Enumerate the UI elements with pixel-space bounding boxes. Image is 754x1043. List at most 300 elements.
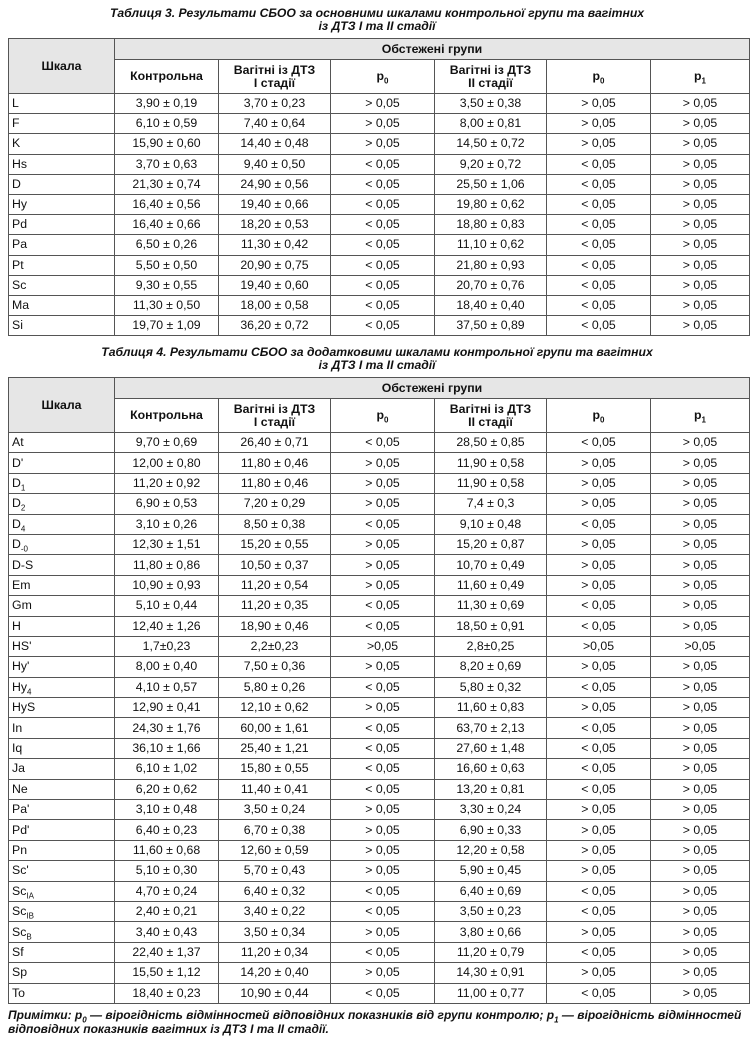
- table-row: [9, 174, 750, 194]
- preg2-value: 5,80 ± 0,32: [435, 677, 547, 697]
- p1-value: > 0,05: [651, 901, 750, 921]
- p1-value: > 0,05: [651, 881, 750, 901]
- scale-name: Hs: [9, 154, 115, 174]
- preg2-value: 3,30 ± 0,24: [435, 800, 547, 820]
- p1-value: > 0,05: [651, 494, 750, 514]
- control-value: 24,30 ± 1,76: [115, 718, 219, 738]
- scale-name: $Hy_4$: [9, 677, 115, 697]
- p0-value: < 0,05: [331, 942, 435, 962]
- table-row: [9, 295, 750, 315]
- table-row: [9, 677, 750, 697]
- header-control: Контрольна: [115, 399, 219, 433]
- scale-name: D': [9, 453, 115, 473]
- p0-value: < 0,05: [331, 596, 435, 616]
- p1-value: > 0,05: [651, 174, 750, 194]
- p0b-value: < 0,05: [547, 194, 651, 214]
- scale-name: $D_{-0}$: [9, 534, 115, 554]
- p0-value: < 0,05: [331, 514, 435, 534]
- table-row: [9, 94, 750, 114]
- preg2-value: 6,90 ± 0,33: [435, 820, 547, 840]
- preg2-value: 3,80 ± 0,66: [435, 922, 547, 942]
- header-p0: $p_0$: [331, 399, 435, 433]
- p0b-value: > 0,05: [547, 494, 651, 514]
- preg1-value: 14,40 ± 0,48: [219, 134, 331, 154]
- p1-value: > 0,05: [651, 861, 750, 881]
- control-value: 1,7±0,23: [115, 636, 219, 656]
- preg1-value: 3,40 ± 0,22: [219, 901, 331, 921]
- preg1-value: 18,20 ± 0,53: [219, 215, 331, 235]
- p1-value: > 0,05: [651, 154, 750, 174]
- p0b-value: < 0,05: [547, 316, 651, 336]
- p0b-value: < 0,05: [547, 433, 651, 453]
- table-row: [9, 596, 750, 616]
- scale-name: Iq: [9, 738, 115, 758]
- table-row: [9, 154, 750, 174]
- header-p1: $p_1$: [651, 399, 750, 433]
- p0b-value: > 0,05: [547, 555, 651, 575]
- preg2-value: 63,70 ± 2,13: [435, 718, 547, 738]
- control-value: 5,50 ± 0,50: [115, 255, 219, 275]
- p1-value: > 0,05: [651, 534, 750, 554]
- preg2-value: 11,90 ± 0,58: [435, 453, 547, 473]
- scale-name: Pd: [9, 215, 115, 235]
- scale-name: L: [9, 94, 115, 114]
- p0-value: < 0,05: [331, 759, 435, 779]
- p0-value: < 0,05: [331, 901, 435, 921]
- preg1-value: 2,2±0,23: [219, 636, 331, 656]
- control-value: 11,30 ± 0,50: [115, 295, 219, 315]
- preg1-value: 36,20 ± 0,72: [219, 316, 331, 336]
- scale-name: Hy': [9, 657, 115, 677]
- p0b-value: > 0,05: [547, 840, 651, 860]
- preg2-value: 15,20 ± 0,87: [435, 534, 547, 554]
- header-p0: $p_0$: [331, 60, 435, 94]
- p0-value: < 0,05: [331, 616, 435, 636]
- preg1-value: 60,00 ± 1,61: [219, 718, 331, 738]
- preg1-value: 14,20 ± 0,40: [219, 963, 331, 983]
- scale-name: D: [9, 174, 115, 194]
- table-row: [9, 698, 750, 718]
- p1-value: > 0,05: [651, 235, 750, 255]
- table3: [8, 38, 750, 336]
- p1-value: > 0,05: [651, 255, 750, 275]
- control-value: 6,10 ± 0,59: [115, 114, 219, 134]
- control-value: 3,10 ± 0,26: [115, 514, 219, 534]
- p1-value: > 0,05: [651, 453, 750, 473]
- preg1-value: 7,20 ± 0,29: [219, 494, 331, 514]
- control-value: 3,90 ± 0,19: [115, 94, 219, 114]
- control-value: 19,70 ± 1,09: [115, 316, 219, 336]
- control-value: 6,90 ± 0,53: [115, 494, 219, 514]
- p0b-value: < 0,05: [547, 255, 651, 275]
- control-value: 3,70 ± 0,63: [115, 154, 219, 174]
- preg1-value: 6,40 ± 0,32: [219, 881, 331, 901]
- p0b-value: < 0,05: [547, 759, 651, 779]
- p0-value: < 0,05: [331, 718, 435, 738]
- p0-value: > 0,05: [331, 861, 435, 881]
- p0-value: > 0,05: [331, 473, 435, 493]
- scale-name: K: [9, 134, 115, 154]
- table-row: [9, 316, 750, 336]
- p0-value: > 0,05: [331, 453, 435, 473]
- table-row: [9, 215, 750, 235]
- p0-value: > 0,05: [331, 534, 435, 554]
- scale-name: Pd': [9, 820, 115, 840]
- scale-name: $D_1$: [9, 473, 115, 493]
- control-value: 5,10 ± 0,44: [115, 596, 219, 616]
- p0-value: > 0,05: [331, 657, 435, 677]
- control-value: 15,90 ± 0,60: [115, 134, 219, 154]
- p0b-value: > 0,05: [547, 575, 651, 595]
- table-row: [9, 820, 750, 840]
- scale-name: In: [9, 718, 115, 738]
- scale-name: Pa: [9, 235, 115, 255]
- scale-name: Sf: [9, 942, 115, 962]
- preg2-value: 20,70 ± 0,76: [435, 275, 547, 295]
- table-row: [9, 433, 750, 453]
- control-value: 8,00 ± 0,40: [115, 657, 219, 677]
- p1-value: > 0,05: [651, 215, 750, 235]
- table-row: [9, 134, 750, 154]
- preg2-value: 14,50 ± 0,72: [435, 134, 547, 154]
- p0-value: < 0,05: [331, 235, 435, 255]
- p0b-value: < 0,05: [547, 295, 651, 315]
- table-row: [9, 901, 750, 921]
- p0-value: > 0,05: [331, 698, 435, 718]
- p0b-value: < 0,05: [547, 514, 651, 534]
- preg1-value: 15,20 ± 0,55: [219, 534, 331, 554]
- control-value: 3,10 ± 0,48: [115, 800, 219, 820]
- p0-value: < 0,05: [331, 194, 435, 214]
- preg1-value: 19,40 ± 0,60: [219, 275, 331, 295]
- preg1-value: 10,50 ± 0,37: [219, 555, 331, 575]
- header-p0b: $p_0$: [547, 60, 651, 94]
- preg2-value: 19,80 ± 0,62: [435, 194, 547, 214]
- p0b-value: > 0,05: [547, 698, 651, 718]
- scale-name: H: [9, 616, 115, 636]
- scale-name: Ne: [9, 779, 115, 799]
- control-value: 6,50 ± 0,26: [115, 235, 219, 255]
- table-row: [9, 555, 750, 575]
- p0b-value: > 0,05: [547, 963, 651, 983]
- p1-value: > 0,05: [651, 800, 750, 820]
- preg1-value: 19,40 ± 0,66: [219, 194, 331, 214]
- preg1-value: 3,50 ± 0,24: [219, 800, 331, 820]
- table-row: [9, 718, 750, 738]
- p1-value: > 0,05: [651, 433, 750, 453]
- preg2-value: 9,20 ± 0,72: [435, 154, 547, 174]
- preg2-value: 25,50 ± 1,06: [435, 174, 547, 194]
- p0-value: < 0,05: [331, 738, 435, 758]
- p1-value: >0,05: [651, 636, 750, 656]
- header-preg1: Вагітні із ДТЗ I стадії: [219, 60, 331, 94]
- preg1-value: 15,80 ± 0,55: [219, 759, 331, 779]
- p0-value: < 0,05: [331, 255, 435, 275]
- p0-value: > 0,05: [331, 922, 435, 942]
- p0-value: > 0,05: [331, 494, 435, 514]
- header-groups: Обстежені групи: [115, 378, 750, 399]
- control-value: 21,30 ± 0,74: [115, 174, 219, 194]
- p0b-value: > 0,05: [547, 94, 651, 114]
- scale-name: Pt: [9, 255, 115, 275]
- p0-value: < 0,05: [331, 779, 435, 799]
- control-value: 18,40 ± 0,23: [115, 983, 219, 1003]
- table-row: [9, 922, 750, 942]
- scale-name: Pa': [9, 800, 115, 820]
- p0-value: >0,05: [331, 636, 435, 656]
- table-row: [9, 255, 750, 275]
- p1-value: > 0,05: [651, 473, 750, 493]
- p0b-value: < 0,05: [547, 677, 651, 697]
- p0-value: > 0,05: [331, 575, 435, 595]
- scale-name: At: [9, 433, 115, 453]
- control-value: 10,90 ± 0,93: [115, 575, 219, 595]
- preg2-value: 27,60 ± 1,48: [435, 738, 547, 758]
- p1-value: > 0,05: [651, 596, 750, 616]
- preg2-value: 37,50 ± 0,89: [435, 316, 547, 336]
- control-value: 5,10 ± 0,30: [115, 861, 219, 881]
- scale-name: Hy: [9, 194, 115, 214]
- table-row: [9, 194, 750, 214]
- preg2-value: 18,80 ± 0,83: [435, 215, 547, 235]
- table-row: [9, 534, 750, 554]
- header-scale: Шкала: [9, 378, 115, 433]
- table-row: [9, 453, 750, 473]
- control-value: 12,30 ± 1,51: [115, 534, 219, 554]
- p0-value: < 0,05: [331, 174, 435, 194]
- preg1-value: 5,80 ± 0,26: [219, 677, 331, 697]
- p1-value: > 0,05: [651, 194, 750, 214]
- p1-value: > 0,05: [651, 134, 750, 154]
- preg2-value: 11,00 ± 0,77: [435, 983, 547, 1003]
- p1-value: > 0,05: [651, 942, 750, 962]
- header-p1: $p_1$: [651, 60, 750, 94]
- preg2-value: 8,00 ± 0,81: [435, 114, 547, 134]
- control-value: 36,10 ± 1,66: [115, 738, 219, 758]
- preg2-value: 10,70 ± 0,49: [435, 555, 547, 575]
- preg1-value: 6,70 ± 0,38: [219, 820, 331, 840]
- p0b-value: < 0,05: [547, 154, 651, 174]
- p0b-value: > 0,05: [547, 800, 651, 820]
- p0-value: < 0,05: [331, 215, 435, 235]
- preg2-value: 21,80 ± 0,93: [435, 255, 547, 275]
- preg2-value: 14,30 ± 0,91: [435, 963, 547, 983]
- control-value: 16,40 ± 0,66: [115, 215, 219, 235]
- table4-caption: [0, 346, 754, 372]
- preg1-value: 3,50 ± 0,34: [219, 922, 331, 942]
- p0-value: < 0,05: [331, 154, 435, 174]
- p0b-value: > 0,05: [547, 534, 651, 554]
- preg1-value: 24,90 ± 0,56: [219, 174, 331, 194]
- table3-caption-line1: Таблиця 3. Результати СБОО за основними шкалами контрольної групи та вагітних: [109, 6, 645, 20]
- preg2-value: 28,50 ± 0,85: [435, 433, 547, 453]
- header-preg2: Вагітні із ДТЗ II стадії: [435, 60, 547, 94]
- p0b-value: >0,05: [547, 636, 651, 656]
- preg2-value: 6,40 ± 0,69: [435, 881, 547, 901]
- p0b-value: < 0,05: [547, 235, 651, 255]
- preg1-value: 11,20 ± 0,54: [219, 575, 331, 595]
- p0b-value: < 0,05: [547, 616, 651, 636]
- scale-name: Em: [9, 575, 115, 595]
- table-row: [9, 575, 750, 595]
- control-value: 6,10 ± 1,02: [115, 759, 219, 779]
- scale-name: $Sc_{IB}$: [9, 901, 115, 921]
- p0-value: < 0,05: [331, 983, 435, 1003]
- p1-value: > 0,05: [651, 840, 750, 860]
- preg2-value: 2,8±0,25: [435, 636, 547, 656]
- control-value: 11,80 ± 0,86: [115, 555, 219, 575]
- p0-value: > 0,05: [331, 800, 435, 820]
- p0b-value: > 0,05: [547, 657, 651, 677]
- preg1-value: 26,40 ± 0,71: [219, 433, 331, 453]
- p0b-value: < 0,05: [547, 779, 651, 799]
- table-row: [9, 759, 750, 779]
- p0b-value: > 0,05: [547, 473, 651, 493]
- p1-value: > 0,05: [651, 616, 750, 636]
- preg1-value: 7,40 ± 0,64: [219, 114, 331, 134]
- preg2-value: 7,4 ± 0,3: [435, 494, 547, 514]
- scale-name: Ja: [9, 759, 115, 779]
- table-row: [9, 514, 750, 534]
- p0b-value: < 0,05: [547, 215, 651, 235]
- p1-value: > 0,05: [651, 114, 750, 134]
- p1-value: > 0,05: [651, 316, 750, 336]
- preg2-value: 11,30 ± 0,69: [435, 596, 547, 616]
- p0b-value: < 0,05: [547, 596, 651, 616]
- p0-value: < 0,05: [331, 275, 435, 295]
- scale-name: D-S: [9, 555, 115, 575]
- table-row: [9, 779, 750, 799]
- preg2-value: 11,60 ± 0,83: [435, 698, 547, 718]
- p1-value: > 0,05: [651, 575, 750, 595]
- scale-name: $Sc_B$: [9, 922, 115, 942]
- p0b-value: > 0,05: [547, 134, 651, 154]
- preg2-value: 18,50 ± 0,91: [435, 616, 547, 636]
- p0b-value: < 0,05: [547, 942, 651, 962]
- table4: [8, 377, 750, 1004]
- control-value: 12,90 ± 0,41: [115, 698, 219, 718]
- control-value: 16,40 ± 0,56: [115, 194, 219, 214]
- p1-value: > 0,05: [651, 738, 750, 758]
- p1-value: > 0,05: [651, 94, 750, 114]
- p1-value: > 0,05: [651, 759, 750, 779]
- p1-value: > 0,05: [651, 698, 750, 718]
- preg1-value: 10,90 ± 0,44: [219, 983, 331, 1003]
- preg2-value: 5,90 ± 0,45: [435, 861, 547, 881]
- preg1-value: 11,20 ± 0,34: [219, 942, 331, 962]
- scale-name: $D_4$: [9, 514, 115, 534]
- control-value: 12,40 ± 1,26: [115, 616, 219, 636]
- p0-value: < 0,05: [331, 433, 435, 453]
- table-row: [9, 800, 750, 820]
- p0-value: < 0,05: [331, 316, 435, 336]
- control-value: 3,40 ± 0,43: [115, 922, 219, 942]
- scale-name: Pn: [9, 840, 115, 860]
- p0b-value: > 0,05: [547, 453, 651, 473]
- preg1-value: 9,40 ± 0,50: [219, 154, 331, 174]
- p0b-value: > 0,05: [547, 861, 651, 881]
- p1-value: > 0,05: [651, 677, 750, 697]
- p0-value: > 0,05: [331, 114, 435, 134]
- preg1-value: 25,40 ± 1,21: [219, 738, 331, 758]
- p1-value: > 0,05: [651, 275, 750, 295]
- scale-name: HyS: [9, 698, 115, 718]
- table4-body: [9, 433, 750, 1004]
- table-row: [9, 636, 750, 656]
- p0b-value: > 0,05: [547, 820, 651, 840]
- scale-name: Gm: [9, 596, 115, 616]
- control-value: 4,10 ± 0,57: [115, 677, 219, 697]
- p0-value: > 0,05: [331, 555, 435, 575]
- table-row: [9, 942, 750, 962]
- preg2-value: 11,20 ± 0,79: [435, 942, 547, 962]
- preg1-value: 18,00 ± 0,58: [219, 295, 331, 315]
- preg1-value: 11,80 ± 0,46: [219, 473, 331, 493]
- p0b-value: < 0,05: [547, 738, 651, 758]
- table-row: [9, 657, 750, 677]
- p1-value: > 0,05: [651, 963, 750, 983]
- scale-name: $D_2$: [9, 494, 115, 514]
- preg1-value: 5,70 ± 0,43: [219, 861, 331, 881]
- table-row: [9, 840, 750, 860]
- preg1-value: 11,30 ± 0,42: [219, 235, 331, 255]
- p1-value: > 0,05: [651, 555, 750, 575]
- control-value: 4,70 ± 0,24: [115, 881, 219, 901]
- preg1-value: 3,70 ± 0,23: [219, 94, 331, 114]
- preg2-value: 3,50 ± 0,38: [435, 94, 547, 114]
- p0-value: > 0,05: [331, 94, 435, 114]
- p0-value: > 0,05: [331, 840, 435, 860]
- control-value: 15,50 ± 1,12: [115, 963, 219, 983]
- scale-name: F: [9, 114, 115, 134]
- p1-value: > 0,05: [651, 983, 750, 1003]
- p0b-value: < 0,05: [547, 881, 651, 901]
- header-preg1: Вагітні із ДТЗ I стадії: [219, 399, 331, 433]
- p0-value: > 0,05: [331, 134, 435, 154]
- table-row: [9, 983, 750, 1003]
- header-control: Контрольна: [115, 60, 219, 94]
- p0-value: < 0,05: [331, 677, 435, 697]
- preg2-value: 13,20 ± 0,81: [435, 779, 547, 799]
- preg1-value: 18,90 ± 0,46: [219, 616, 331, 636]
- table-row: [9, 738, 750, 758]
- preg1-value: 12,60 ± 0,59: [219, 840, 331, 860]
- p0-value: < 0,05: [331, 295, 435, 315]
- preg1-value: 11,80 ± 0,46: [219, 453, 331, 473]
- header-groups: Обстежені групи: [115, 39, 750, 60]
- control-value: 11,20 ± 0,92: [115, 473, 219, 493]
- header-p0b: $p_0$: [547, 399, 651, 433]
- preg1-value: 11,20 ± 0,35: [219, 596, 331, 616]
- p0b-value: < 0,05: [547, 901, 651, 921]
- preg1-value: 20,90 ± 0,75: [219, 255, 331, 275]
- table-row: [9, 235, 750, 255]
- scale-name: Sc: [9, 275, 115, 295]
- p0b-value: < 0,05: [547, 718, 651, 738]
- footnote: Примітки: $p_0$ — вірогідність відмінностей відповідних показників від групи контролю; $p_1$ — вірогідність відмінностей відповідних показників вагітних із ДТЗ I та II стадії.: [8, 1008, 742, 1036]
- control-value: 6,40 ± 0,23: [115, 820, 219, 840]
- p1-value: > 0,05: [651, 295, 750, 315]
- table4-caption-line2: із ДТЗ I та II стадії: [318, 358, 436, 372]
- p0b-value: < 0,05: [547, 174, 651, 194]
- control-value: 6,20 ± 0,62: [115, 779, 219, 799]
- preg1-value: 11,40 ± 0,41: [219, 779, 331, 799]
- p0-value: > 0,05: [331, 820, 435, 840]
- p0b-value: < 0,05: [547, 275, 651, 295]
- preg2-value: 16,60 ± 0,63: [435, 759, 547, 779]
- p1-value: > 0,05: [651, 779, 750, 799]
- control-value: 22,40 ± 1,37: [115, 942, 219, 962]
